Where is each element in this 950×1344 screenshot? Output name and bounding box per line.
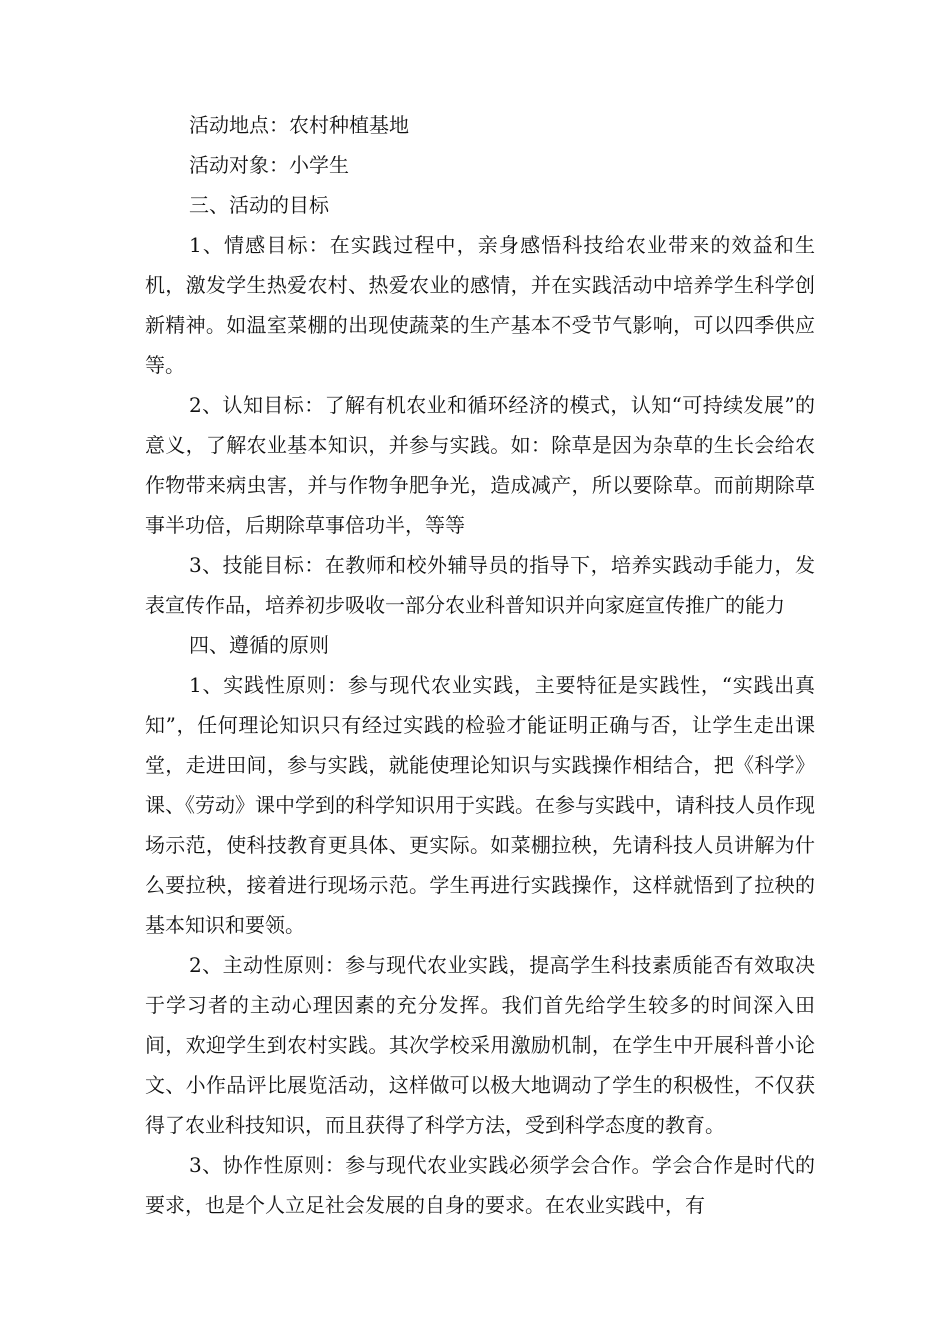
paragraph-initiative-principle: 2、主动性原则：参与现代农业实践，提高学生科技素质能否有效取决于学习者的主动心理因素的充分发挥。我们首先给学生较多的时间深入田间，欢迎学生到农村实践。其次学校采用激励机制，在学生中开展科普小论文、小作品评比展览活动，这样做可以极大地调动了学生的积极性，不仅获得了农业科技知识，而且获得了科学方法，受到科学态度的教育。 [145, 953, 815, 1137]
section-heading-goals: 三、活动的目标 [189, 193, 329, 217]
paragraph-practice-principle: 1、实践性原则：参与现代农业实践，主要特征是实践性，“实践出真知”，任何理论知识只有经过实践的检验才能证明正确与否，让学生走出课堂，走进田间，参与实践，就能使理论知识与实践操作相结合，把《科学》课、《劳动》课中学到的科学知识用于实践。在参与实践中，请科技人员作现场示范，使科技教育更具体、更实际。如菜棚拉秧，先请科技人员讲解为什么要拉秧，接着进行现场示范。学生再进行实践操作，这样就悟到了拉秧的基本知识和要领。 [145, 673, 815, 937]
paragraph-activity-location: 活动地点：农村种植基地 [189, 113, 409, 137]
paragraph-activity-target: 活动对象：小学生 [189, 153, 349, 177]
paragraph-cognitive-goal: 2、认知目标：了解有机农业和循环经济的模式，认知“可持续发展”的意义，了解农业基本知识，并参与实践。如：除草是因为杂草的生长会给农作物带来病虫害，并与作物争肥争光，造成减产，所以要除草。而前期除草事半功倍，后期除草事倍功半，等等 [145, 393, 815, 537]
document-body [145, 105, 815, 1225]
paragraph-cooperation-principle: 3、协作性原则：参与现代农业实践必须学会合作。学会合作是时代的要求，也是个人立足社会发展的自身的要求。在农业实践中，有 [145, 1153, 815, 1217]
paragraph-skill-goal: 3、技能目标：在教师和校外辅导员的指导下，培养实践动手能力，发表宣传作品，培养初步吸收一部分农业科普知识并向家庭宣传推广的能力 [145, 553, 815, 617]
paragraph-emotional-goal: 1、情感目标：在实践过程中，亲身感悟科技给农业带来的效益和生机，激发学生热爱农村、热爱农业的感情，并在实践活动中培养学生科学创新精神。如温室菜棚的出现使蔬菜的生产基本不受节气影响，可以四季供应等。 [145, 233, 815, 377]
section-heading-principles: 四、遵循的原则 [189, 633, 329, 657]
